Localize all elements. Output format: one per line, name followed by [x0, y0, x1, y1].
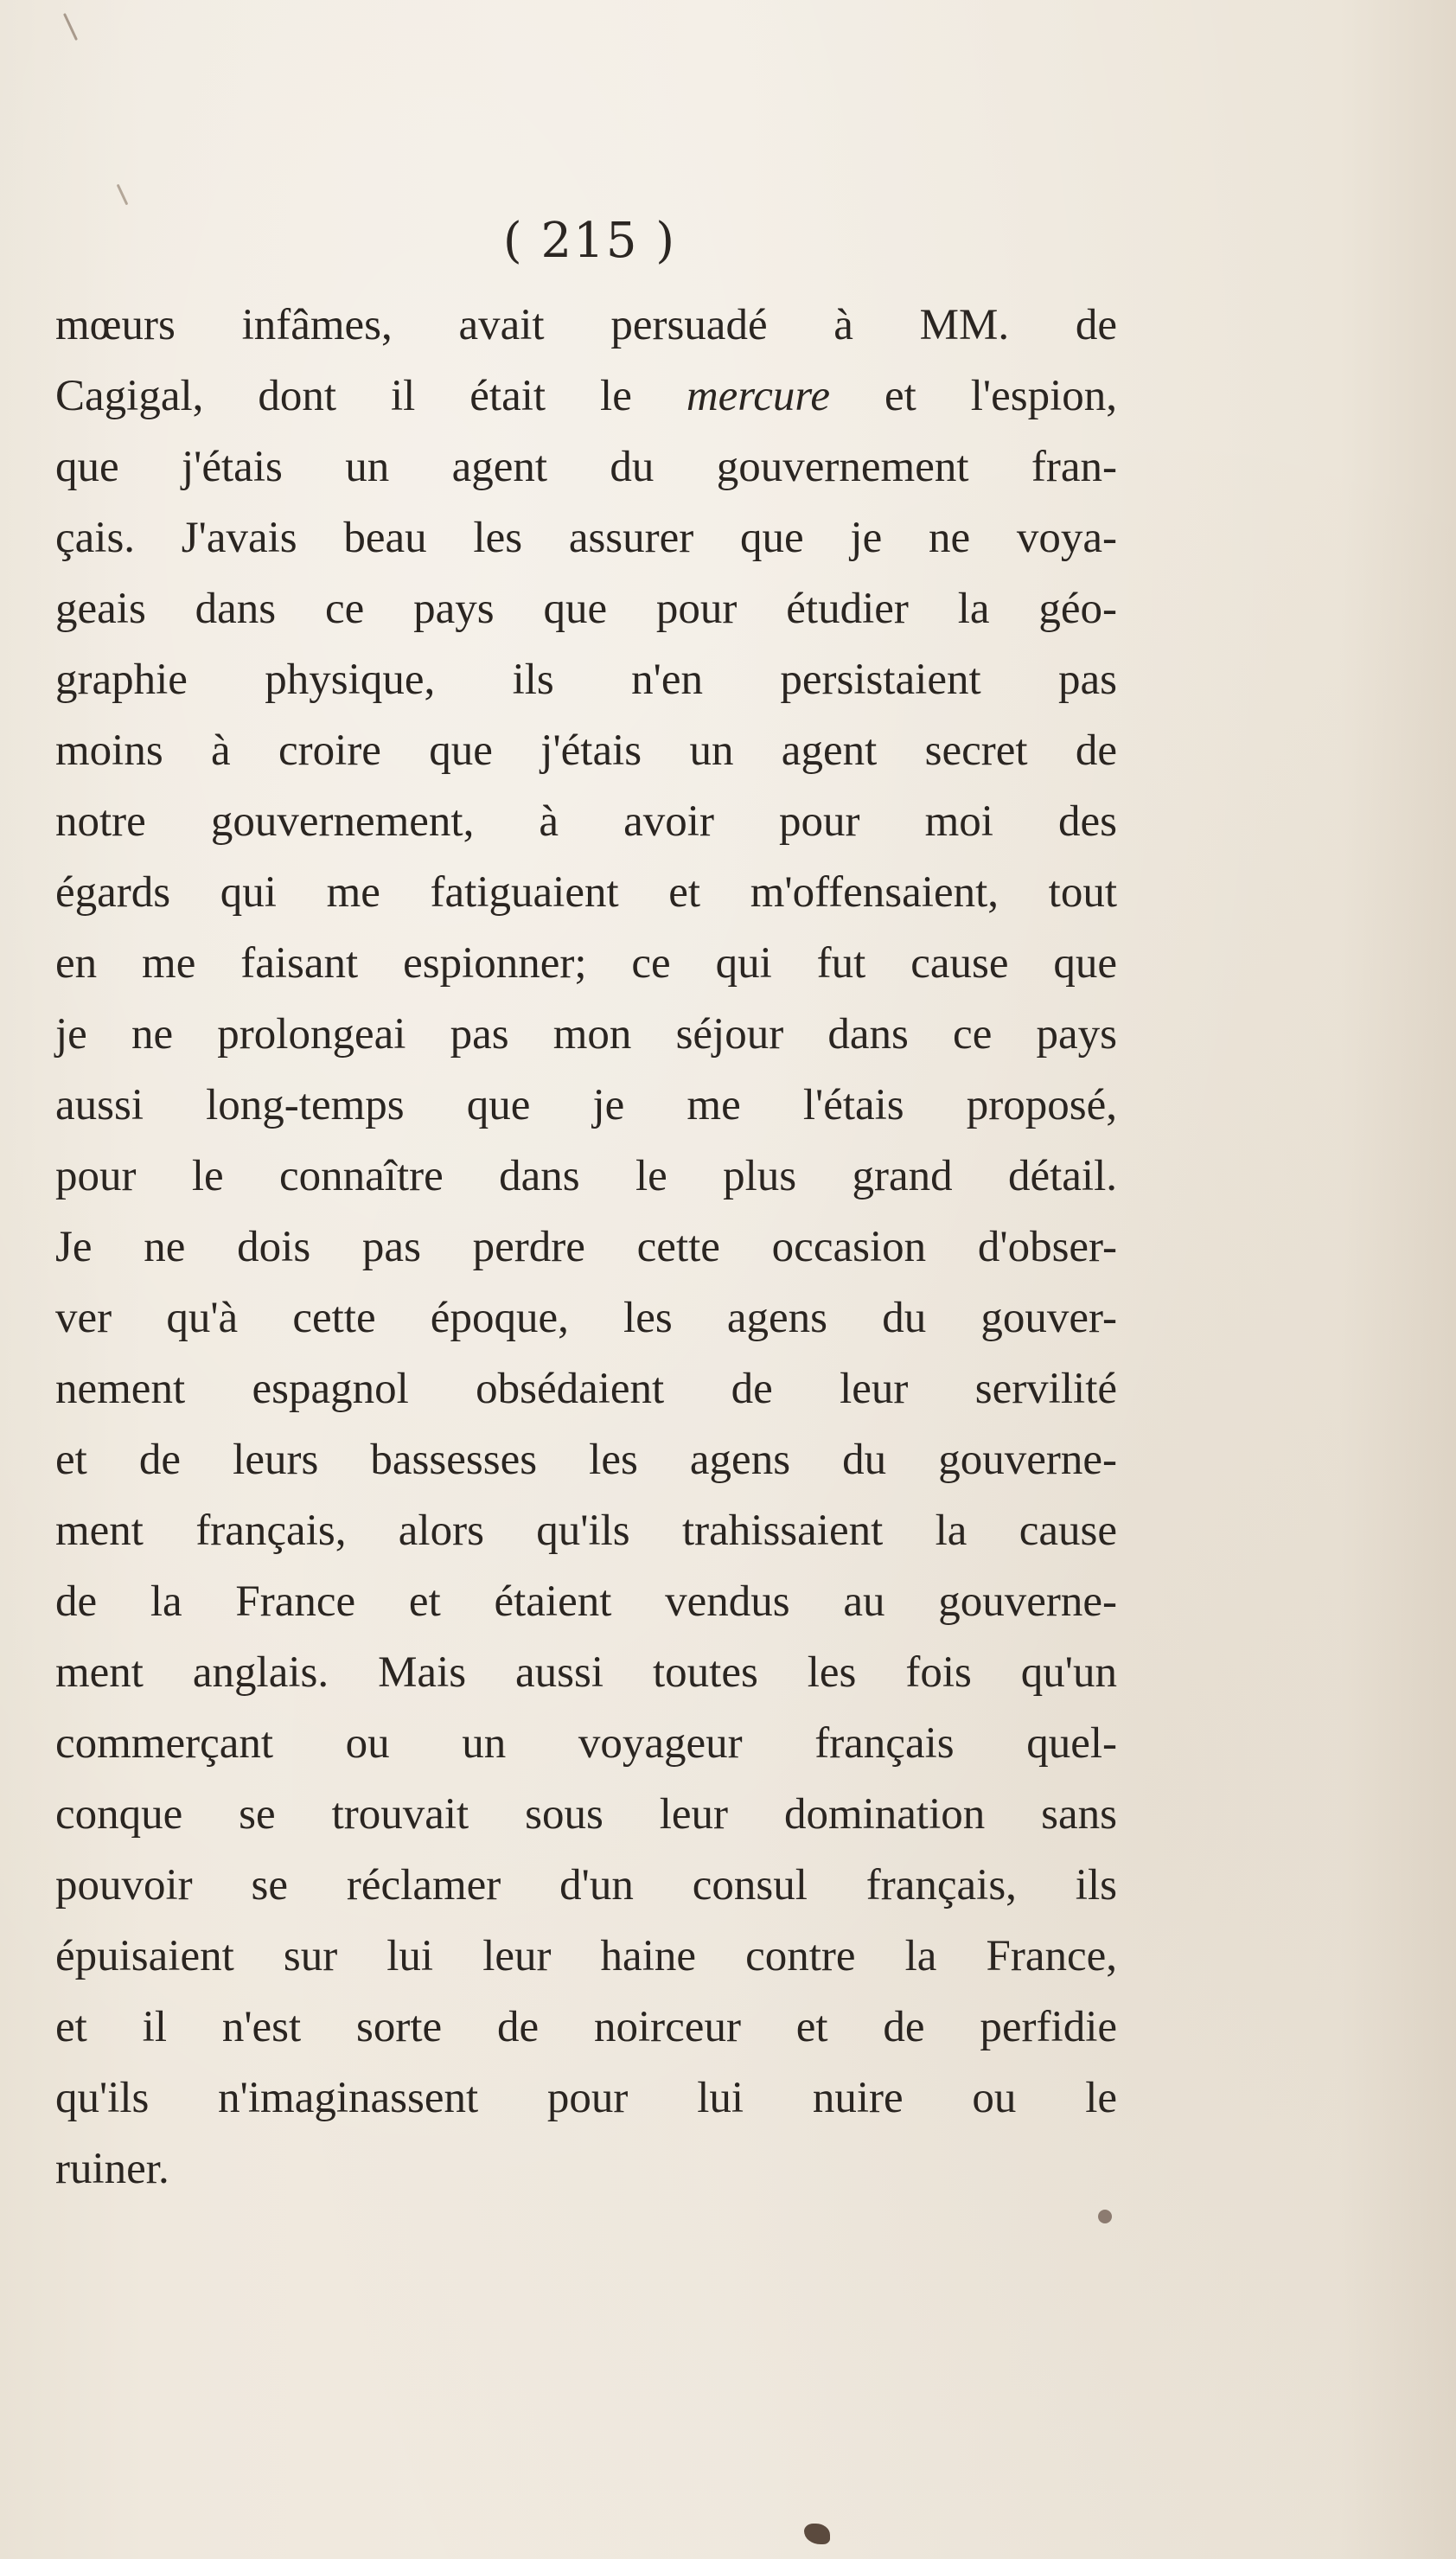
text-line: aussi long-temps que je me l'étais proposé,	[55, 1081, 1117, 1129]
text-line: qu'ils n'imaginassent pour lui nuire ou le	[55, 2074, 1117, 2122]
text-line: épuisaient sur lui leur haine contre la France,	[55, 1932, 1117, 1980]
text-segment: Cagigal, dont il était le	[55, 372, 686, 420]
text-line: ment anglais. Mais aussi toutes les fois qu'un	[55, 1648, 1117, 1697]
text-line: de la France et étaient vendus au gouverne-	[55, 1577, 1117, 1626]
text-line: pour le connaître dans le plus grand détail.	[55, 1152, 1117, 1200]
text-line: en me faisant espionner; ce qui fut cause que	[55, 939, 1117, 988]
italic-word: mercure	[686, 372, 830, 420]
text-line: moins à croire que j'étais un agent secret de	[55, 726, 1117, 775]
text-line: ruiner.	[55, 2145, 169, 2193]
text-line: commerçant ou un voyageur français quel-	[55, 1719, 1117, 1768]
text-line: geais dans ce pays que pour étudier la géo-	[55, 585, 1117, 633]
text-line: conque se trouvait sous leur domination sans	[55, 1790, 1117, 1839]
ink-blot	[804, 2524, 830, 2544]
text-line: pouvoir se réclamer d'un consul français, ils	[55, 1861, 1117, 1910]
ink-spot	[1098, 2210, 1112, 2223]
paper-mark	[117, 184, 129, 206]
text-line: mœurs infâmes, avait persuadé à MM. de	[55, 301, 1117, 349]
text-line: égards qui me fatiguaient et m'offensaient, tout	[55, 868, 1117, 917]
text-line: notre gouvernement, à avoir pour moi des	[55, 797, 1117, 846]
text-line: et de leurs bassesses les agens du gouverne-	[55, 1436, 1117, 1484]
text-line: nement espagnol obsédaient de leur servilité	[55, 1365, 1117, 1413]
page-number: ( 215 )	[502, 213, 677, 269]
text-line: que j'étais un agent du gouvernement fran-	[55, 443, 1117, 491]
text-line	[55, 361, 1117, 432]
paper-mark	[63, 13, 78, 41]
text-line: ment français, alors qu'ils trahissaient la cause	[55, 1507, 1117, 1555]
body-text	[55, 290, 1117, 2204]
text-line: et il n'est sorte de noirceur et de perfidie	[55, 2003, 1117, 2051]
text-line: graphie physique, ils n'en persistaient pas	[55, 656, 1117, 704]
text-line: çais. J'avais beau les assurer que je ne voya-	[55, 514, 1117, 562]
text-line: je ne prolongeai pas mon séjour dans ce pays	[55, 1010, 1117, 1059]
text-line: Je ne dois pas perdre cette occasion d'obser-	[55, 1223, 1117, 1271]
text-segment: et l'espion,	[829, 372, 1117, 420]
text-line: ver qu'à cette époque, les agens du gouver-	[55, 1294, 1117, 1342]
